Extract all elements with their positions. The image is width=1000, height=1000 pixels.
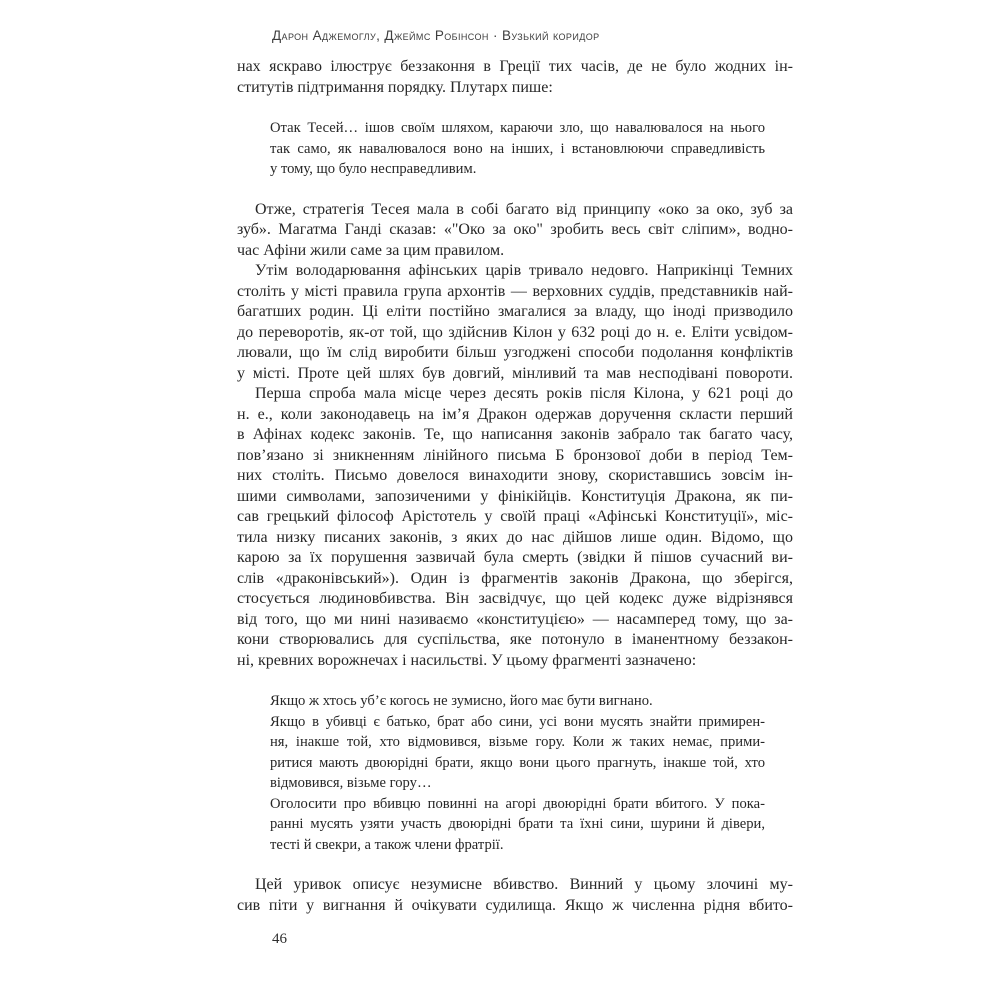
text-line: слів «драконівський»). Один із фрагментів законів Дракона, що зберігся, [237,569,793,587]
paragraph [237,57,793,98]
paragraph [237,384,793,671]
text-line: століть у місті правила група архонтів — верховних суддів, представників най- [237,282,793,300]
text-line: сав грецький філософ Арістотель у своїй праці «Афінські Конституції», міс- [237,508,793,525]
text-line: ститутів підтримання порядку. Плутарх пише: [237,78,553,96]
page-body [237,57,793,916]
text-line: у місті. Проте цей шлях був довгий, мінливий та мав несподівані повороти. [237,364,793,382]
text-line: нах яскраво ілюструє беззаконня в Греції тих часів, де не було жодних ін- [237,58,793,75]
paragraph [237,261,793,384]
paragraph [237,200,793,262]
running-header: Дарон Аджемоглу, Джеймс Робінсон · Вузький коридор [272,28,600,43]
page-number: 46 [272,931,287,947]
text-line: багатших родин. Ці еліти постійно змагалися за владу, що іноді призводило [237,303,793,320]
text-line: відмовився, візьме гору… [270,775,432,791]
text-line: в Афінах кодекс законів. Те, що написання законів забрало так багато часу, [237,426,793,443]
text-line: шими символами, запозиченими у фінікійців. Конституція Дракона, як пи- [237,487,793,505]
text-line: Оголосити про вбивцю повинні на агорі двоюрідні брати вбитого. У пока- [270,795,765,812]
text-line: пов’язано зі зникненням лінійного письма Б бронзової доби в період Тем- [237,446,793,464]
text-line: тила низку писаних законів, з яких до нас дійшов лише один. Відомо, що [237,528,793,546]
text-line: лювали, що їм слід виробити більш узгоджені способи подолання конфліктів [237,344,793,361]
text-line: карою за їх порушення зазвичай була смерть (звідки й пішов сучасний ви- [237,549,793,566]
text-line: ня, інакше той, хто відмовився, візьме гору. Коли ж таких немає, прими- [270,734,765,750]
text-line: Якщо ж хтось уб’є когось не зумисно, його має бути вигнано. [270,693,653,709]
book-page [237,0,793,948]
text-line: Отже, стратегія Тесея мала в собі багато від принципу «око за око, зуб за [255,200,793,218]
text-line: ні, кревних ворожнечах і насильстві. У цьому фрагменті зазначено: [237,651,697,669]
text-line: Утім володарювання афінських царів тривало недовго. Наприкінці Темних [255,262,793,279]
text-line: Отак Тесей… ішов своїм шляхом, караючи зло, що навалювалося на нього [270,120,765,136]
text-line: них століть. Письмо довелося винаходити знову, скориставшись зовсім ін- [237,467,793,484]
text-line: Якщо в убивці є батько, брат або сини, усі вони мусять знайти примирен- [270,713,765,730]
text-line: так само, як навалювалося воно на інших, і встановлюючи справедливість [270,140,765,157]
text-line: час Афіни жили саме за цим правилом. [237,241,505,259]
text-line: стосується людиновбивства. Він засвідчує, що цей кодекс дуже відрізнявся [237,590,793,607]
text-line: Цей уривок описує незумисне вбивство. Винний у цьому злочині му- [255,876,793,893]
paragraph [237,875,793,916]
text-line: Перша спроба мала місце через десять років після Кілона, у 621 році до [255,385,793,402]
block-quote [270,691,765,855]
text-line: зуб». Магатма Ганді сказав: «"Око за око" зробить весь світ сліпим», водно- [237,221,793,238]
text-line: до переворотів, як-от той, що здійснив Кілон у 632 році до н. е. Еліти усвідом- [237,323,793,341]
text-line: у тому, що було несправедливим. [270,161,477,177]
text-line: тесті й свекри, а також члени фратрії. [270,836,504,853]
text-line: ранні мусять узяти участь двоюрідні брати та їхні сини, шурини й дівери, [270,816,765,832]
text-line: від того, що ми нині називаємо «конституцією» — насамперед тому, що за- [237,610,793,628]
text-line: кони створювались для суспільства, яке потонуло в іманентному беззакон- [237,631,793,648]
text-line: ритися мають двоюрідні брати, якщо вони цього прагнуть, інакше той, хто [270,754,765,771]
block-quote [270,118,765,180]
text-line: н. е., коли законодавець на ім’я Дракон одержав доручення скласти перший [237,405,793,423]
text-line: сив піти у вигнання й очікувати судилища. Якщо ж численна рідня вбито- [237,896,793,914]
